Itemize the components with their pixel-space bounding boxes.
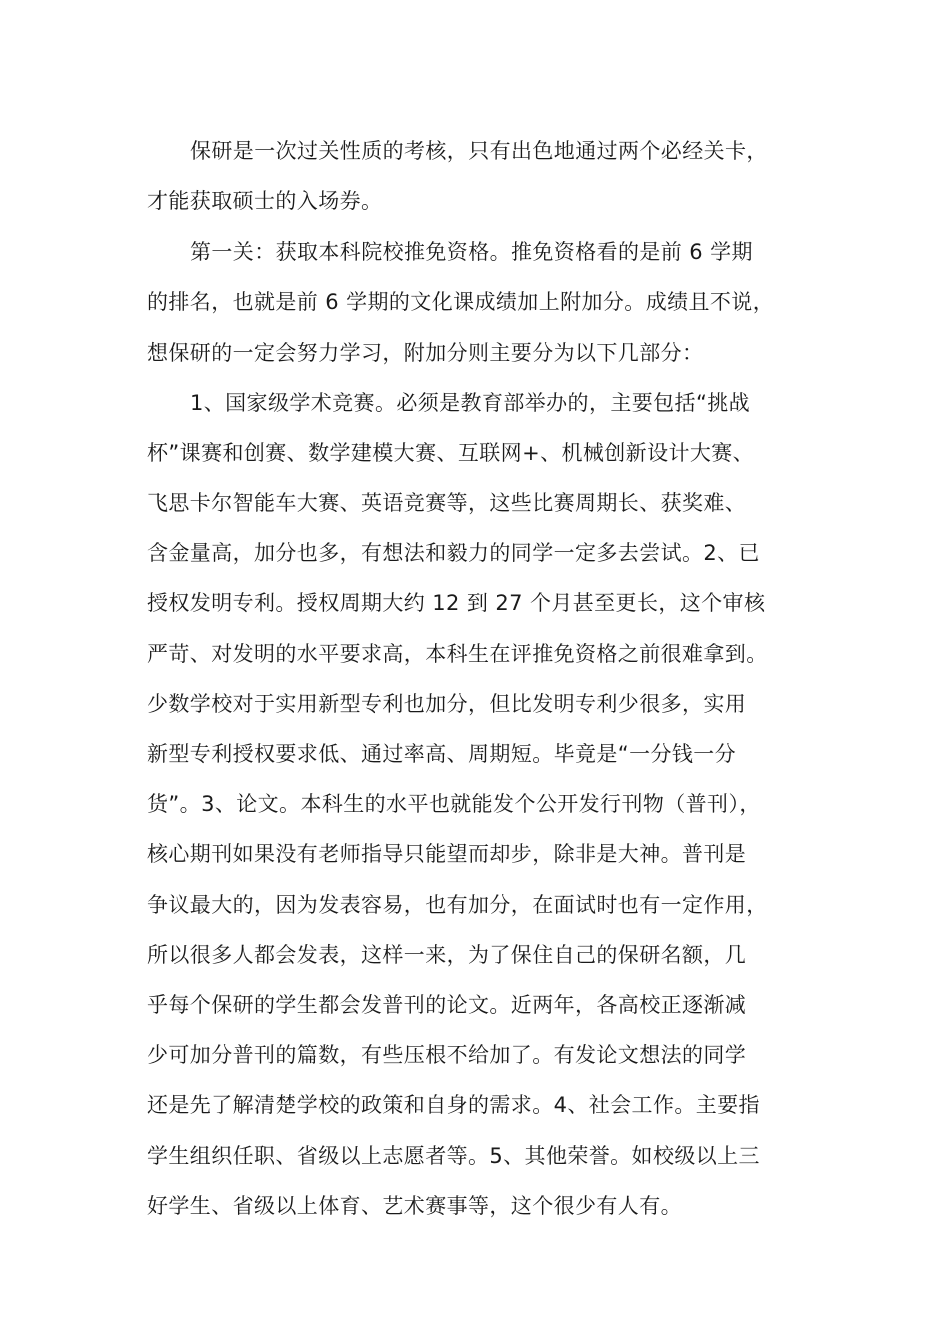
paragraph-1-line-1: 保研是一次过关性质的考核，只有出色地通过两个必经关卡， — [190, 139, 768, 163]
paragraph-3-line-13: 乎每个保研的学生都会发普刊的论文。近两年，各高校正逐渐减 — [147, 993, 747, 1017]
paragraph-3-line-5: 授权发明专利。授权周期大约 12 到 27 个月甚至更长，这个审核 — [147, 591, 766, 615]
paragraph-2-line-3: 想保研的一定会努力学习，附加分则主要分为以下几部分： — [147, 341, 704, 365]
paragraph-3-line-4: 含金量高，加分也多，有想法和毅力的同学一定多去尝试。2、已 — [147, 541, 760, 565]
paragraph-3-line-1: 1、国家级学术竞赛。必须是教育部举办的，主要包括“挑战 — [190, 391, 751, 415]
paragraph-3-line-6: 严苛、对发明的水平要求高，本科生在评推免资格之前很难拿到。 — [147, 642, 768, 666]
paragraph-3-line-7: 少数学校对于实用新型专利也加分，但比发明专利少很多，实用 — [147, 692, 747, 716]
paragraph-1-line-2: 才能获取硕士的入场券。 — [147, 189, 383, 213]
paragraph-3-line-12: 所以很多人都会发表，这样一来，为了保住自己的保研名额，几 — [147, 943, 747, 967]
paragraph-3-line-11: 争议最大的，因为发表容易，也有加分，在面试时也有一定作用， — [147, 893, 768, 917]
paragraph-2-line-1: 第一关：获取本科院校推免资格。推免资格看的是前 6 学期 — [190, 240, 753, 264]
paragraph-3-line-2: 杯”课赛和创赛、数学建模大赛、互联网+、机械创新设计大赛、 — [147, 441, 755, 465]
paragraph-3-line-17: 好学生、省级以上体育、艺术赛事等，这个很少有人有。 — [147, 1194, 682, 1218]
paragraph-3-line-14: 少可加分普刊的篇数，有些压根不给加了。有发论文想法的同学 — [147, 1043, 747, 1067]
paragraph-3-line-3: 飞思卡尔智能车大赛、英语竞赛等，这些比赛周期长、获奖难、 — [147, 491, 747, 515]
paragraph-3-line-10: 核心期刊如果没有老师指导只能望而却步，除非是大神。普刊是 — [147, 842, 747, 866]
paragraph-2-line-2: 的排名，也就是前 6 学期的文化课成绩加上附加分。成绩且不说， — [147, 290, 775, 314]
paragraph-3-line-8: 新型专利授权要求低、通过率高、周期短。毕竟是“一分钱一分 — [147, 742, 737, 766]
paragraph-3-line-15: 还是先了解清楚学校的政策和自身的需求。4、社会工作。主要指 — [147, 1093, 760, 1117]
paragraph-3-line-16: 学生组织任职、省级以上志愿者等。5、其他荣誉。如校级以上三 — [147, 1144, 760, 1168]
paragraph-3-line-9: 货”。3、论文。本科生的水平也就能发个公开发行刊物（普刊）， — [147, 792, 761, 816]
